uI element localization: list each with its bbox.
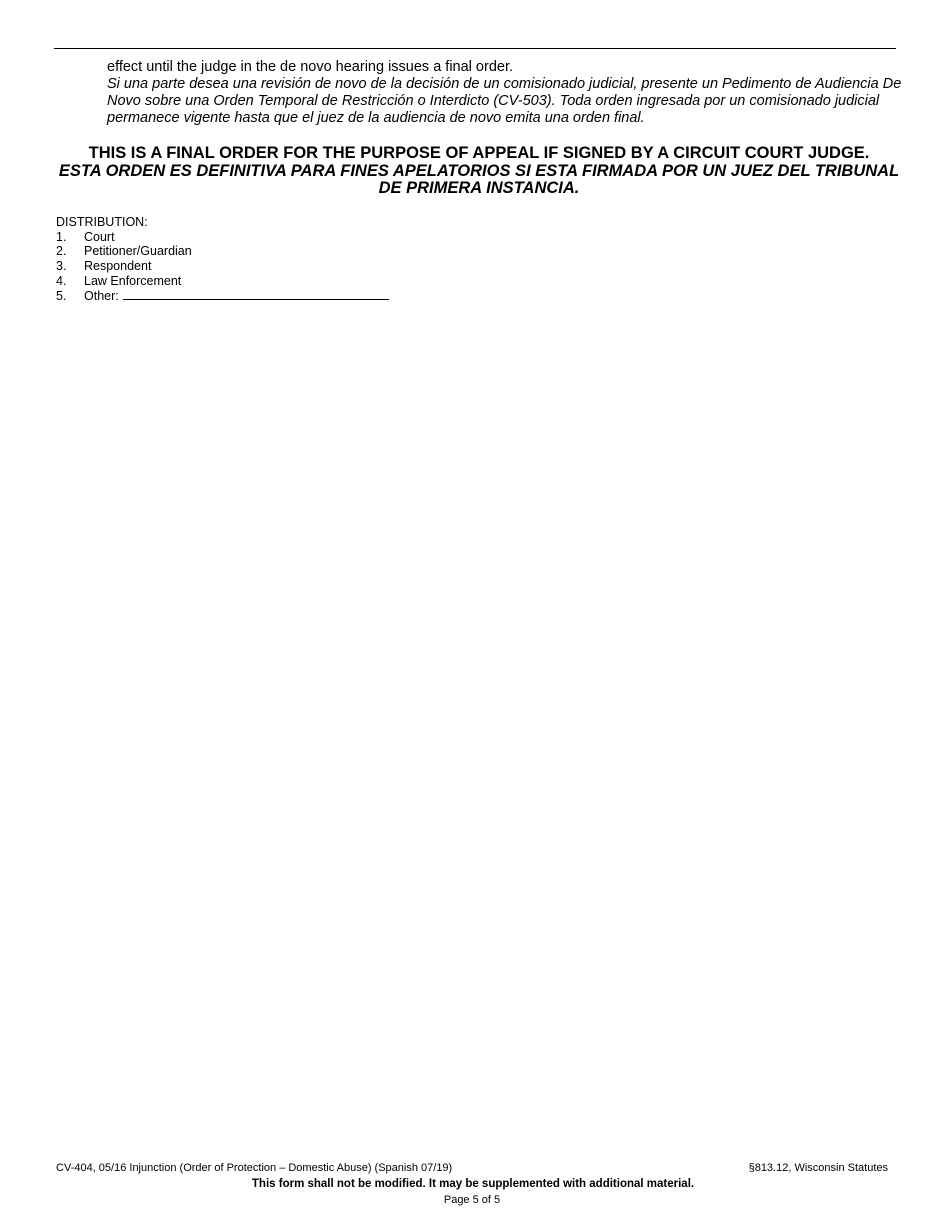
distribution-item-number: 4. (56, 273, 67, 288)
distribution-item-number: 1. (56, 229, 67, 244)
final-order-notice (54, 145, 904, 198)
continuation-paragraph (107, 59, 907, 127)
distribution-item-law-enforcement (56, 274, 389, 289)
distribution-item-court (56, 230, 389, 245)
distribution-item-label: Petitioner/Guardian (84, 244, 192, 259)
final-order-spanish: ESTA ORDEN ES DEFINITIVA PARA FINES APELATORIOS SI ESTA FIRMADA POR UN JUEZ DEL TRIBUNAL DE PRIMERA INSTANCIA. (58, 161, 900, 197)
page-footer (56, 1161, 888, 1208)
statute-reference: §813.12, Wisconsin Statutes (748, 1162, 888, 1174)
distribution-item-respondent (56, 259, 389, 274)
distribution-item-petitioner (56, 244, 389, 259)
distribution-item-other (56, 289, 389, 304)
distribution-item-label: Law Enforcement (84, 273, 182, 288)
top-divider (54, 48, 896, 49)
continuation-spanish: Si una parte desea una revisión de novo de la decisión de un comisionado judicial, presente un Pedimento de Audiencia De Novo sobre una Orden Temporal de Restricción o Interdicto (CV-503). Toda orden ingresada por un comisionado judicial permanece vigente hasta que el juez de la audiencia de novo emita una orden final. (107, 76, 902, 126)
modification-notice: This form shall not be modified. It may be supplemented with additional material. (251, 1178, 695, 1190)
final-order-english: THIS IS A FINAL ORDER FOR THE PURPOSE OF APPEAL IF SIGNED BY A CIRCUIT COURT JUDGE. (88, 144, 870, 162)
footer-top-row (56, 1161, 888, 1176)
continuation-english: effect until the judge in the de novo hearing issues a final order. (107, 59, 514, 75)
distribution-item-number: 3. (56, 259, 67, 274)
form-identifier: CV-404, 05/16 Injunction (Order of Protection – Domestic Abuse) (Spanish 07/19) (56, 1162, 453, 1174)
distribution-item-number: 2. (56, 244, 67, 259)
distribution-list (56, 215, 389, 303)
page-number: Page 5 of 5 (443, 1194, 501, 1206)
distribution-item-number: 5. (56, 288, 67, 303)
distribution-item-label: Court (84, 229, 115, 244)
distribution-item-label: Respondent (84, 259, 152, 274)
distribution-heading: DISTRIBUTION: (56, 215, 148, 229)
distribution-item-label: Other: (84, 288, 119, 303)
other-fill-in-line[interactable] (123, 289, 389, 300)
